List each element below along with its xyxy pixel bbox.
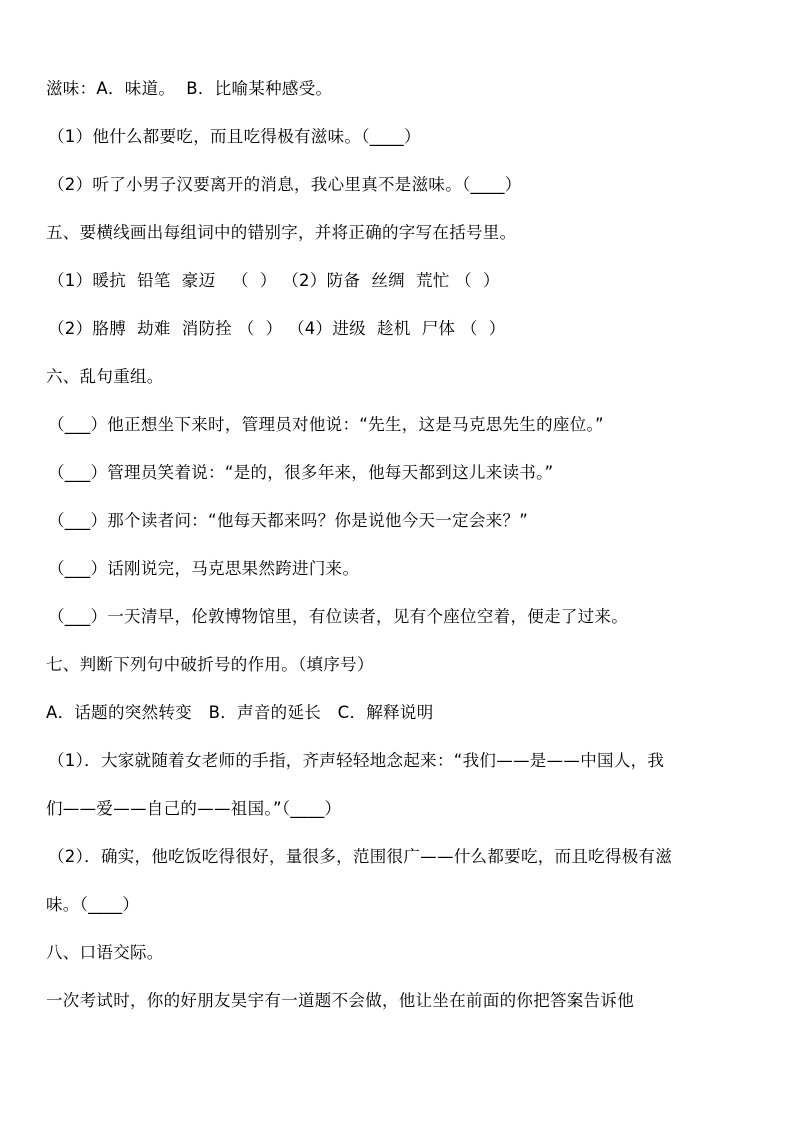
section-heading: 八、口语交际。: [46, 943, 164, 962]
question-line: （2）．确实，他吃饭吃得很好，量很多，范围很广——什么都要吃，而且吃得极有滋: [48, 847, 673, 866]
options-line: A．话题的突然转变 B．声音的延长 C．解释说明: [46, 703, 434, 722]
question-line: （2）胳膊 劫难 消防拴 （ ） （4）进级 趁机 尸体 （ ）: [48, 319, 506, 338]
sentence-item: （___）话刚说完，马克思果然跨进门来。: [48, 559, 360, 578]
question-line: （2）听了小男子汉要离开的消息，我心里真不是滋味。（____）: [48, 175, 522, 194]
question-continuation: 味。（____）: [46, 895, 140, 914]
sentence-item: （___）那个读者问：“他每天都来吗？你是说他今天一定会来？”: [48, 511, 529, 530]
sentence-item: （___）管理员笑着说：“是的，很多年来，他每天都到这儿来读书。”: [48, 463, 554, 482]
section-heading: 七、判断下列句中破折号的作用。（填序号）: [46, 655, 374, 674]
idiom-definition-line: 滋味：A．味道。 B．比喻某种感受。: [46, 79, 333, 98]
section-heading: 六、乱句重组。: [46, 367, 164, 386]
question-line: （1）他什么都要吃，而且吃得极有滋味。（____）: [48, 127, 421, 146]
paragraph-line: 一次考试时，你的好朋友昊宇有一道题不会做，他让坐在前面的你把答案告诉他: [46, 991, 634, 1010]
question-line: （1）暖抗 铅笔 豪迈 （ ） （2）防备 丝绸 荒忙 （ ）: [48, 271, 500, 290]
sentence-item: （___）一天清早，伦敦博物馆里，有位读者，见有个座位空着，便走了过来。: [48, 607, 629, 626]
section-heading: 五、要横线画出每组词中的错别字，并将正确的字写在括号里。: [46, 223, 517, 242]
sentence-item: （___）他正想坐下来时，管理员对他说：“先生，这是马克思先生的座位。”: [48, 415, 604, 434]
question-continuation: 们——爱——自己的——祖国。”（____）: [46, 799, 342, 818]
question-line: （1）．大家就随着女老师的手指，齐声轻轻地念起来：“我们——是——中国人，我: [48, 751, 665, 770]
